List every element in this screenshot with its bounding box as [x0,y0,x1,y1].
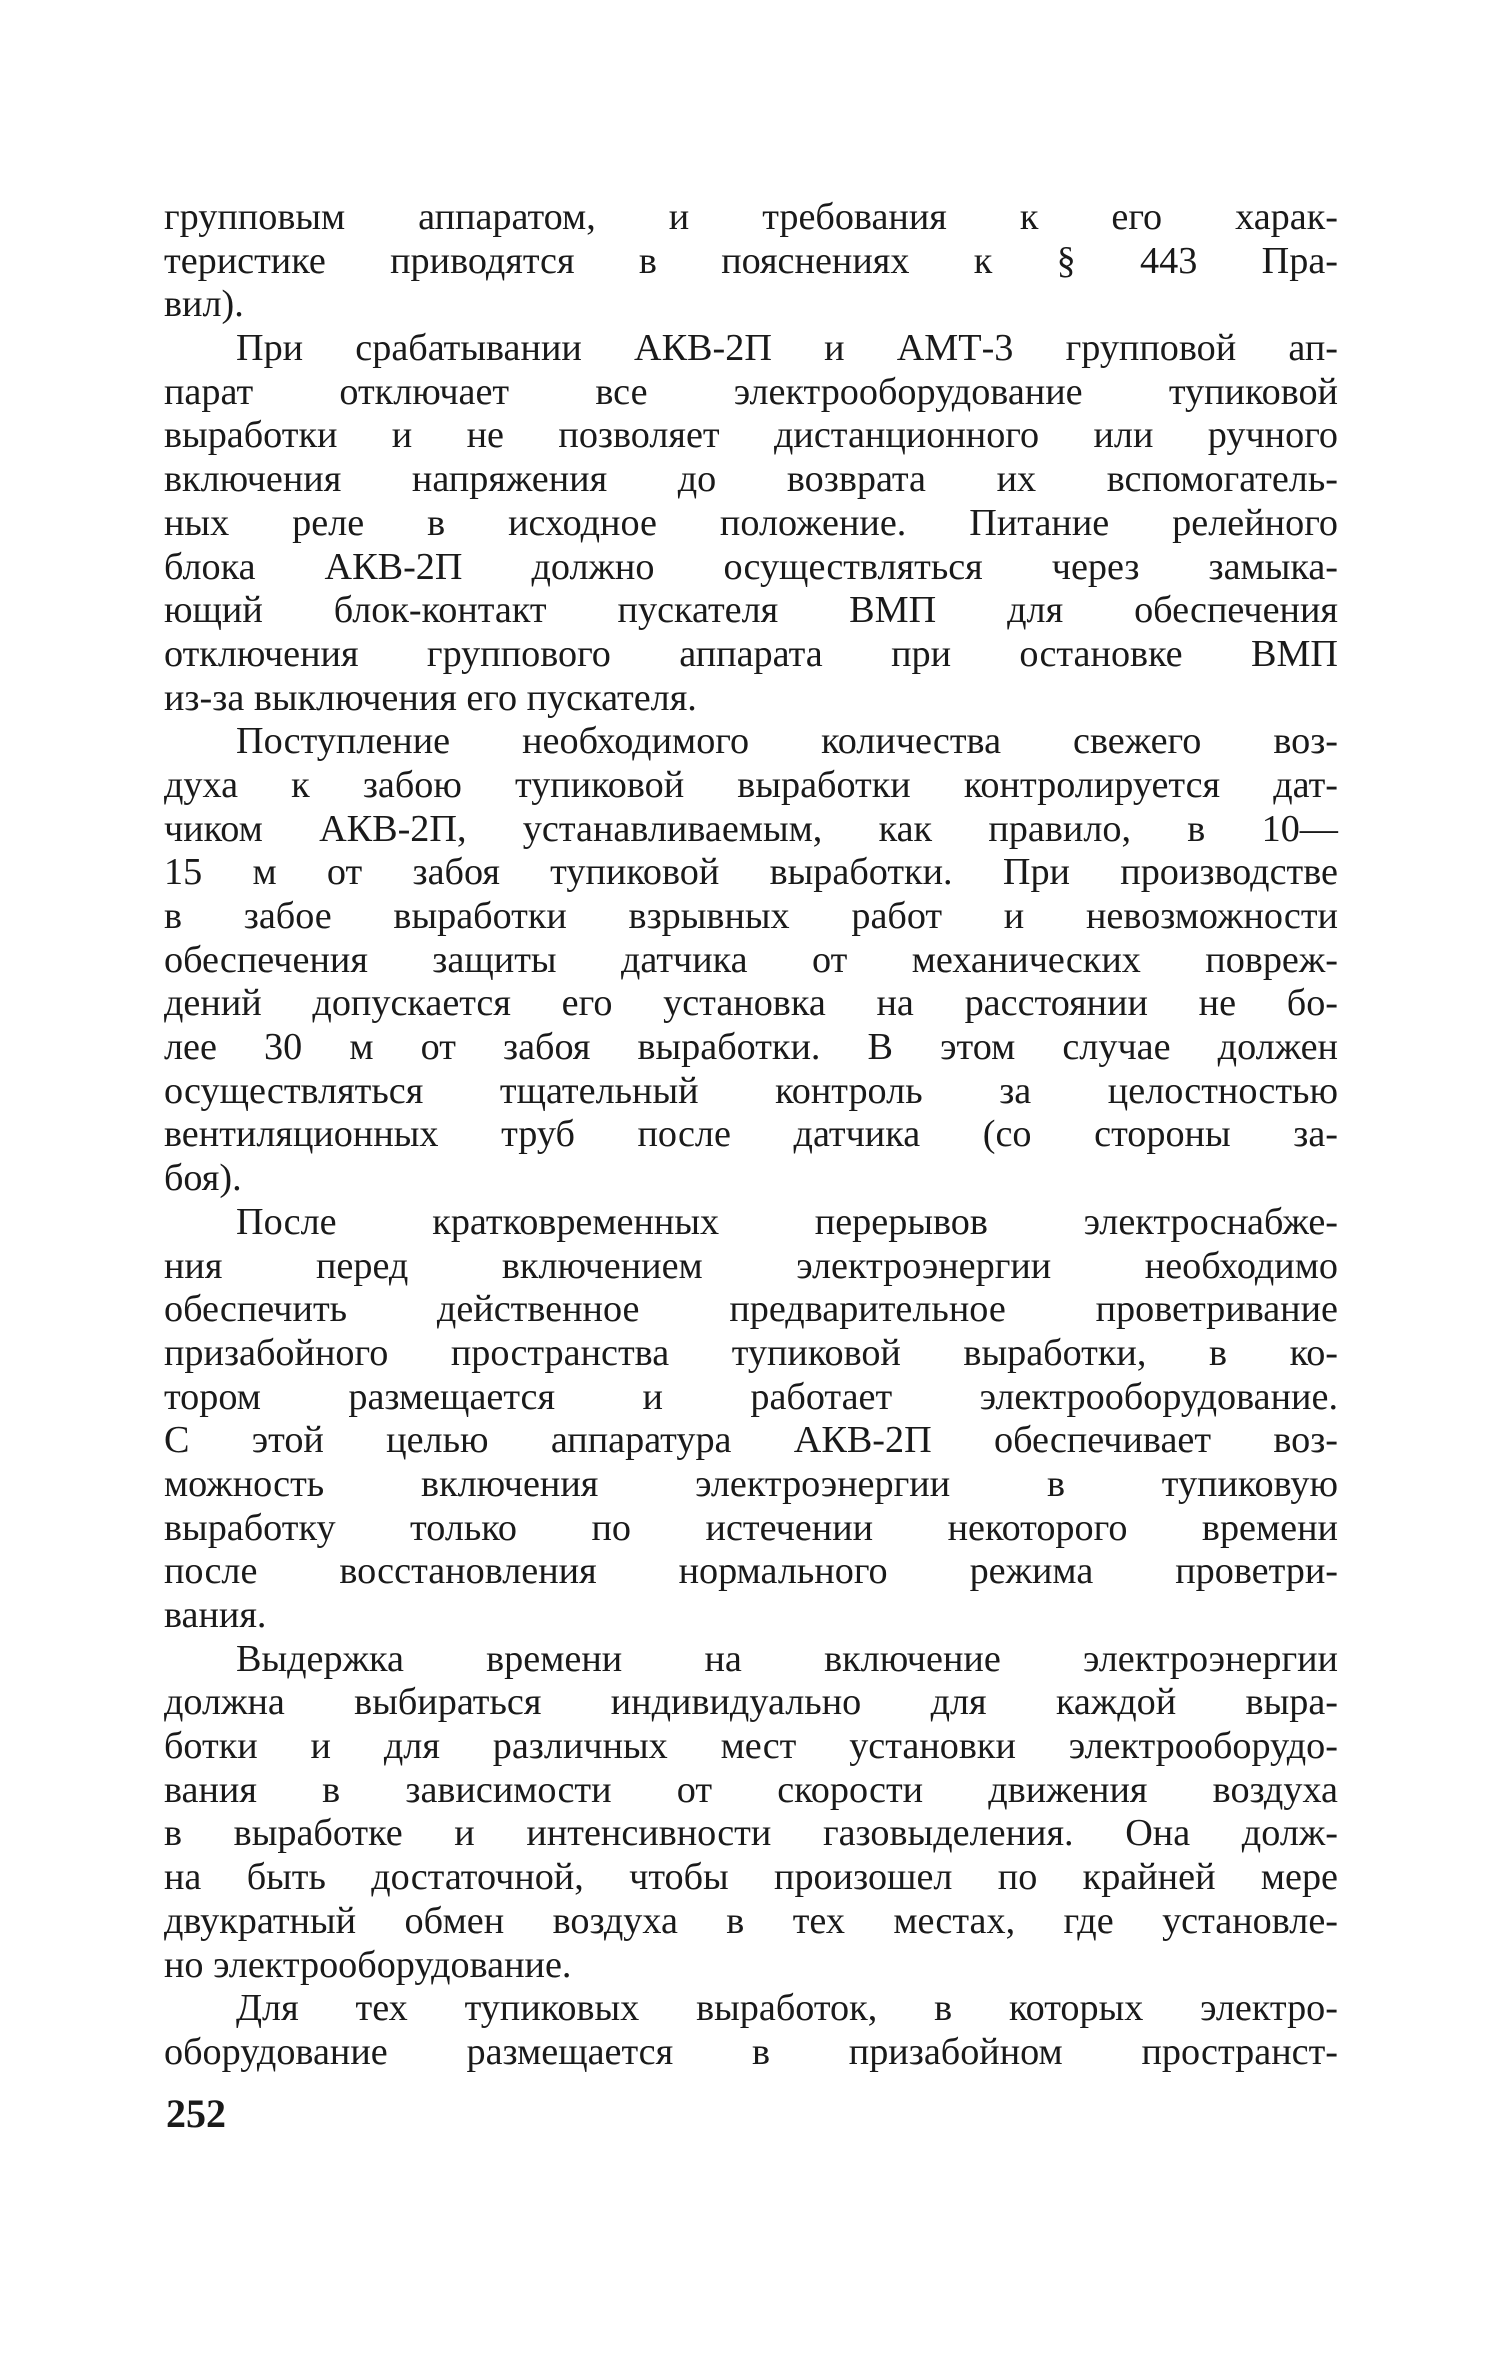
text-line: ния перед включением электроэнергии необходимо [164,1244,1338,1287]
text-line: лее 30 м от забоя выработки. В этом случае должен [164,1026,1338,1069]
text-line: включения напряжения до возврата их вспомогатель- [164,458,1338,501]
text-line: на быть достаточной, чтобы произошел по крайней мере [164,1856,1338,1899]
text-line: осуществляться тщательный контроль за целостностью [164,1069,1338,1112]
text-line: обеспечить действенное предварительное проветривание [164,1288,1338,1331]
text-line: отключения группового аппарата при остановке ВМП [164,632,1338,675]
text-line: групповым аппаратом, и требования к его харак- [164,196,1338,238]
text-line: можность включения электроэнергии в тупиковую [164,1462,1338,1505]
text-line: в забое выработки взрывных работ и невозможности [164,895,1338,937]
text-line: вентиляционных труб после датчика (со стороны за- [164,1113,1338,1156]
text-line: в выработке и интенсивности газовыделения. Она долж- [164,1812,1338,1855]
text-line: парат отключает все электрооборудование тупиковой [164,370,1338,413]
text-line: обеспечения защиты датчика от механических повреж- [164,938,1338,981]
text-line: чиком АКВ-2П, устанавливаемым, как правило, в 10— [164,807,1338,850]
text-line: боя). [164,1157,242,1200]
text-line: 15 м от забоя тупиковой выработки. При производстве [164,851,1338,894]
body-text [164,196,1338,2075]
text-line: двукратный обмен воздуха в тех местах, где установле- [164,1899,1338,1942]
page-number: 252 [166,2091,226,2136]
text-line: Выдержка времени на включение электроэнергии [236,1637,1338,1680]
text-line: вил). [164,283,244,326]
text-line: из-за выключения его пускателя. [164,676,697,719]
text-line: вания в зависимости от скорости движения воздуха [164,1768,1338,1811]
text-line: блока АКВ-2П должно осуществляться через замыка- [164,545,1338,588]
text-line: ных реле в исходное положение. Питание релейного [164,501,1338,544]
text-line: но электрооборудование. [164,1943,572,1986]
text-line: призабойного пространства тупиковой выработки, в ко- [164,1331,1338,1374]
text-line: выработку только по истечении некоторого времени [164,1506,1338,1549]
text-line: ботки и для различных мест установки электрооборудо- [164,1725,1338,1768]
text-line: выработки и не позволяет дистанционного или ручного [164,414,1338,457]
text-line: теристике приводятся в пояснениях к § 443 Пра- [164,239,1338,282]
text-line: После кратковременных перерывов электроснабже- [236,1200,1338,1243]
text-line: Поступление необходимого количества свежего воз- [236,720,1338,763]
text-line: тором размещается и работает электрооборудование. [164,1375,1338,1418]
text-line: С этой целью аппаратура АКВ-2П обеспечивает воз- [164,1419,1338,1462]
text-line: дений допускается его установка на расстоянии не бо- [164,982,1338,1025]
text-line: должна выбираться индивидуально для каждой выра- [164,1681,1338,1724]
text-line: вания. [164,1594,267,1636]
text-line: после восстановления нормального режима проветри- [164,1550,1338,1593]
text-line: оборудование размещается в призабойном пространст- [164,2030,1338,2073]
text-line: ющий блок-контакт пускателя ВМП для обеспечения [164,589,1338,632]
text-line: Для тех тупиковых выработок, в которых электро- [236,1987,1338,2030]
text-line: При срабатывании АКВ-2П и АМТ-3 групповой ап- [236,327,1338,370]
text-line: духа к забою тупиковой выработки контролируется дат- [164,763,1338,806]
